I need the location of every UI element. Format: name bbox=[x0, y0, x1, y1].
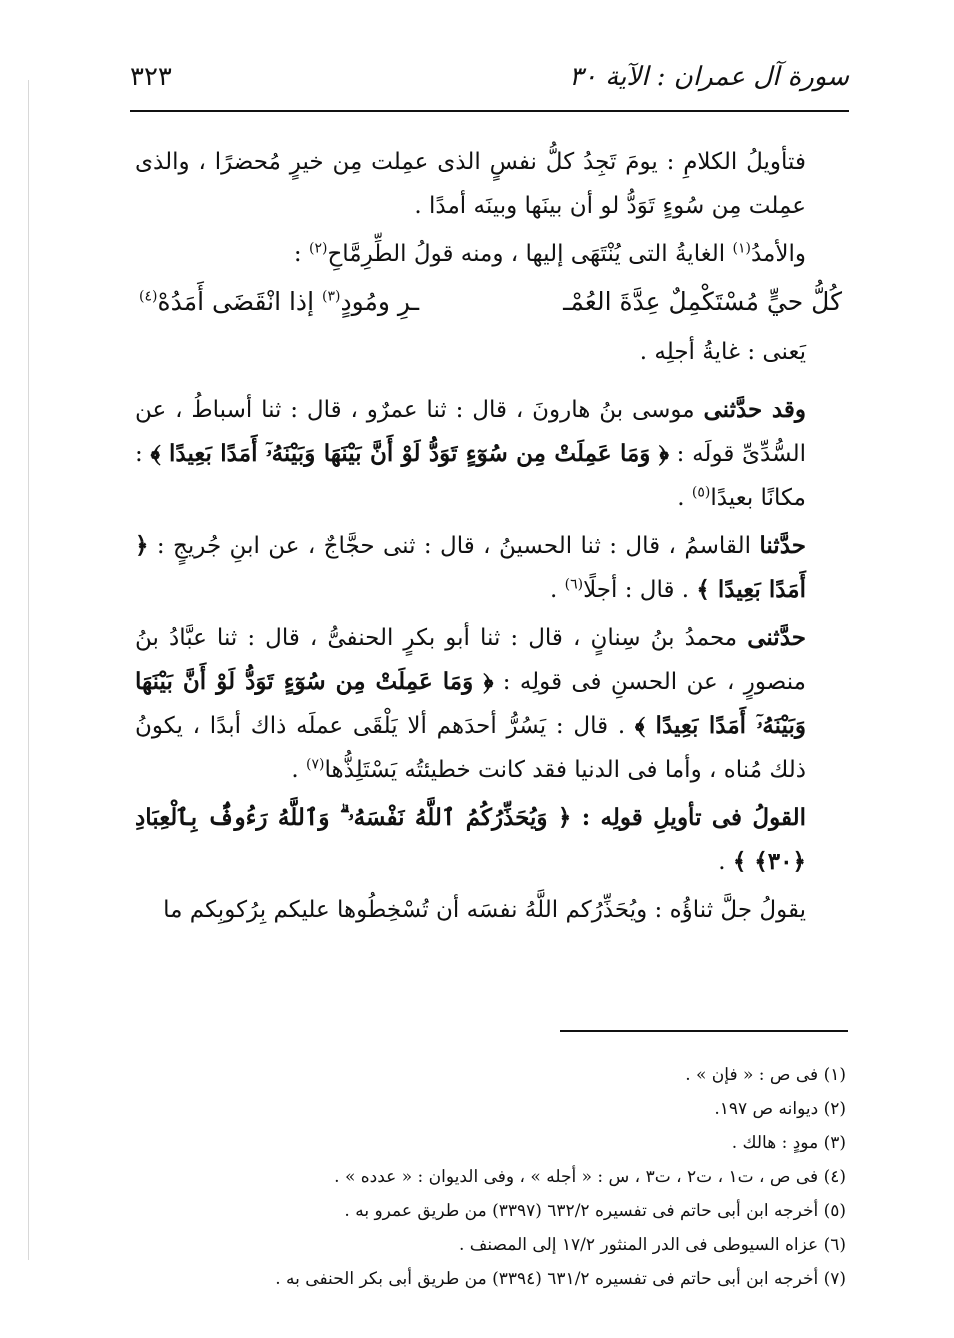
running-header bbox=[130, 52, 849, 92]
paragraph-4 bbox=[135, 388, 846, 520]
header-rule bbox=[130, 110, 849, 112]
poem-left-text-a: ـرِ ومُودٍ bbox=[340, 287, 420, 316]
paragraph-4-text-c: . bbox=[677, 485, 692, 511]
poem-hemistich-left bbox=[139, 280, 419, 324]
footnote-4: (٤) فى ص ، ت١ ، ت٢ ، ت٣ ، س : « أجله » ، وفى الديوان : « عدده » . bbox=[334, 1167, 846, 1187]
poem-verse bbox=[135, 280, 846, 324]
paragraph-5-text-b: . قال : أجلًا bbox=[583, 577, 697, 603]
paragraph-1: فتأويلُ الكلامِ : يومَ تَجِدُ كلُّ نفسٍ الذى عمِلت مِن خيرٍ مُحضرًا ، والذى عمِلت مِن سُوءٍ تَوَدُّ لو أن بينَها وبينَه أمدًا . bbox=[135, 149, 806, 219]
footnote-ref-2: (٢) bbox=[308, 240, 328, 257]
section-heading-label: القولُ فى تأويلِ قولِه : bbox=[571, 804, 806, 831]
quran-quote-heading: ﴿ وَيُحَذِّرُكُمُ ٱللَّهُ نَفْسَهُۥ ۗ وَٱللَّهُ رَءُوفٌۢ بِٱلْعِبَادِ ﴿٣٠﴾ ﴾ bbox=[135, 804, 806, 875]
footnote-3: (٣) مودٍ : هالك . bbox=[731, 1133, 846, 1153]
footnote-ref-3: (٣) bbox=[321, 288, 341, 305]
running-title: سورة آل عمران : الآية ٣٠ bbox=[569, 62, 849, 92]
paragraph-2 bbox=[135, 232, 846, 276]
footnote-7: (٧) أخرجه ابن أبى حاتم فى تفسيره ٦٣١/٢ (٣٣٩٤) من طريق أبى بكر الحنفى به . bbox=[275, 1269, 846, 1289]
page-number: ٣٢٣ bbox=[130, 62, 172, 92]
paragraph-2-text-c: : bbox=[293, 241, 309, 267]
footnote-5: (٥) أخرجه ابن أبى حاتم فى تفسيره ٦٣٢/٢ (٣٣٩٧) من طريق عمرو به . bbox=[344, 1201, 846, 1221]
paragraph-4-text-a: موسى بنُ هارونَ ، قال : ثنا عمرٌو ، قال : ثنا أسباطُ ، عن السُّدِّىِّ قولَه : bbox=[135, 397, 806, 467]
quran-quote-4: ﴿ وَمَا عَمِلَتْ مِن سُوٓءٍ تَوَدُّ لَوْ أَنَّ بَيْنَهَا وَبَيْنَهُۥٓ أَمَدًا بَعِيدًا ﴾ bbox=[150, 440, 669, 467]
main-text bbox=[135, 140, 846, 936]
footnote-1: (١) فى ص : « فإن » . bbox=[685, 1065, 846, 1085]
paragraph-3: يَعنى : غايةُ أجلِه . bbox=[639, 339, 806, 365]
paragraph-6-text-a: محمدُ بنُ سِنانٍ ، قال : ثنا أبو بكرٍ الحنفىُّ ، قال : ثنا عبَّادُ بنُ منصورٍ ، عن الحسنِ فى قولِه : bbox=[135, 625, 806, 695]
footnote-2: (٢) ديوانه ص ١٩٧. bbox=[714, 1099, 846, 1119]
narration-opener-5: حدَّثنا bbox=[759, 532, 806, 559]
paragraph-6-text-b: . قال : يَسُرُّ أحدَهم ألا يَلْقَى عملَه ذاك أبدًا ، يكونُ ذلك مُناه ، وأما فى الدنيا فقد كانت خطيئتُه يَسْتَلِذُّها bbox=[135, 713, 806, 783]
section-heading bbox=[135, 796, 846, 884]
paragraph-4-text-b: : مكانًا بعيدًا bbox=[135, 441, 806, 511]
paragraph-8: يقولُ جلَّ ثناؤُه : ويُحَذِّرُكم اللَّهُ نفسَه أن تُسْخِطُوها عليكم بِرُكوبِكم ما bbox=[163, 897, 806, 923]
left-margin-line bbox=[28, 80, 29, 1260]
footnote-ref-5: (٥) bbox=[691, 484, 711, 501]
poem-hemistich-right: كُلُّ حيٍّ مُسْتَكْمِلٌ عِدَّةَ العُمْـ bbox=[563, 287, 842, 316]
narration-opener-4: وقد حدَّثنى bbox=[703, 396, 806, 423]
narration-opener-6: حدَّثنى bbox=[747, 624, 806, 651]
paragraph-6 bbox=[135, 616, 846, 792]
footnote-ref-6: (٦) bbox=[564, 576, 584, 593]
footnote-rule bbox=[560, 1030, 848, 1032]
footnote-ref-7: (٧) bbox=[305, 756, 325, 773]
poem-left-text-b: إذا انْقَضَى أَمَدُهْ bbox=[157, 287, 322, 316]
quran-quote-6: ﴿ وَمَا عَمِلَتْ مِن سُوٓءٍ تَوَدُّ لَوْ أَنَّ بَيْنَهَا وَبَيْنَهُۥٓ أَمَدًا بَعِيدًا ﴾ bbox=[135, 668, 806, 739]
paragraph-5-text-c: . bbox=[549, 577, 565, 603]
footnote-ref-4: (٤) bbox=[139, 288, 158, 305]
footnote-ref-1: (١) bbox=[732, 240, 751, 257]
paragraph-5 bbox=[135, 524, 846, 612]
footnote-6: (٦) عزاه السيوطى فى الدر المنثور ١٧/٢ إلى المصنف . bbox=[459, 1235, 846, 1255]
paragraph-5-text-a: القاسمُ ، قال : ثنا الحسينُ ، قال : ثنى حجَّاجٌ ، عن ابنِ جُريجٍ : bbox=[148, 533, 760, 559]
paragraph-2-text-b: الغايةُ التى يُنْتَهَى إليها ، ومنه قولُ الطِّرِمَّاحِ bbox=[327, 241, 733, 267]
paragraph-2-text-a: والأمدُ bbox=[750, 241, 806, 267]
section-heading-end: . bbox=[718, 849, 733, 875]
footnotes-list bbox=[135, 1058, 846, 1296]
paragraph-6-text-c: . bbox=[291, 757, 306, 783]
quran-quote-5: ﴿ أَمَدًا بَعِيدًا ﴾ bbox=[135, 532, 806, 603]
